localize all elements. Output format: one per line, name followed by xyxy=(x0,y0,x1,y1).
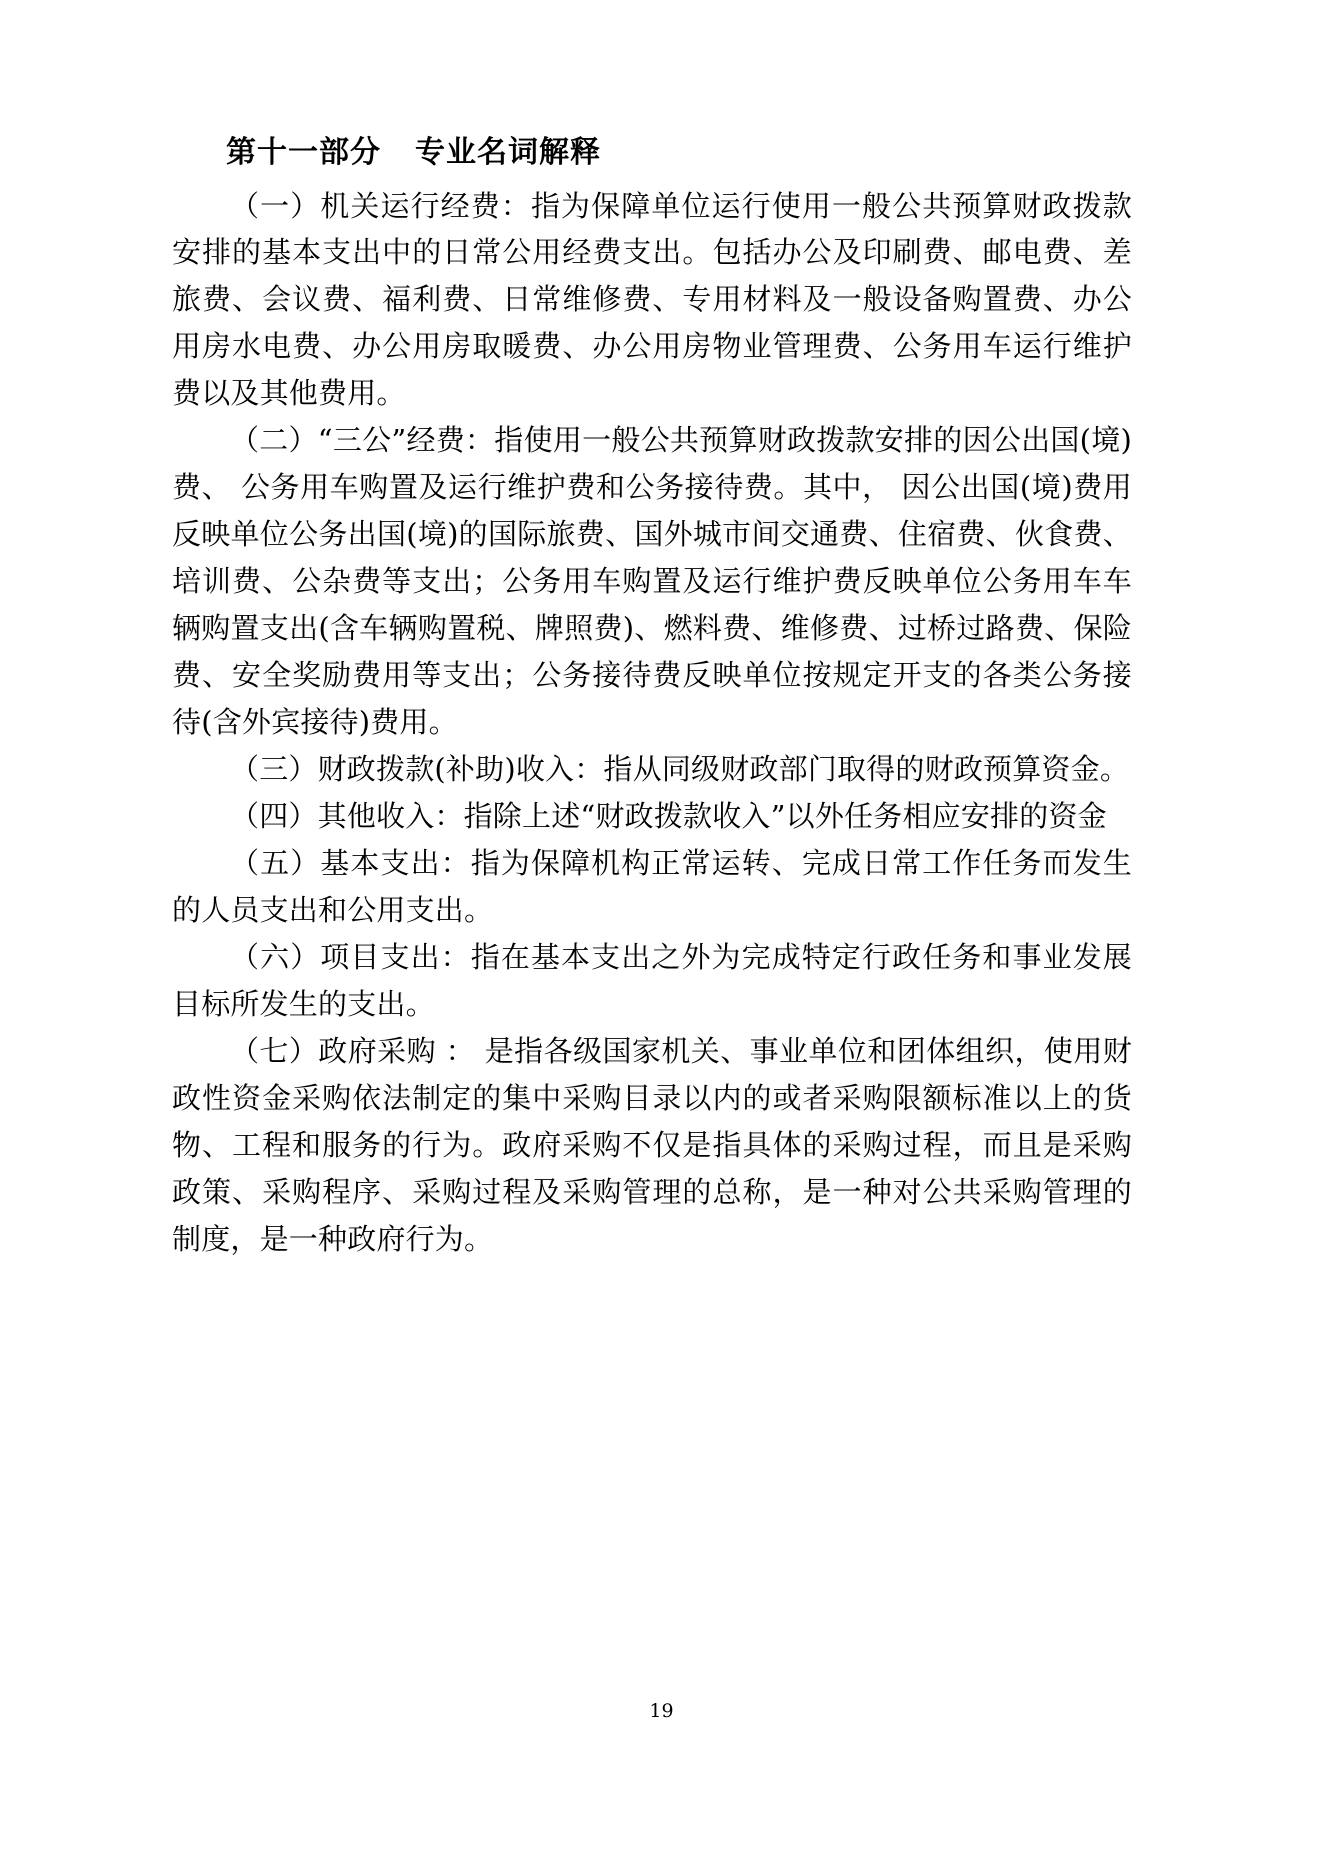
paragraph-3: （三）财政拨款(补助)收入：指从同级财政部门取得的财政预算资金。 xyxy=(230,752,1130,787)
paragraph-2: （二）“三公”经费：指使用一般公共预算财政拨款安排的因公出国(境)费、 公务用车购置及运行维护费和公务接待费。其中， 因公出国(境)费用反映单位公务出国(境)的国际旅费、国外城市间交通费、住宿费、伙食费、培训费、公杂费等支出；公务用车购置及运行维护费反映单位公务用车车辆购置支出(含车辆购置税、牌照费)、燃料费、维修费、过桥过路费、保险费、安全奖励费用等支出；公务接待费反映单位按规定开支的各类公务接待(含外宾接待)费用。 xyxy=(172,423,1132,740)
heading-title-text: 专业名词解释 xyxy=(415,135,601,170)
paragraph-1: （一）机关运行经费：指为保障单位运行使用一般公共预算财政拨款安排的基本支出中的日常公用经费支出。包括办公及印刷费、邮电费、差旅费、会议费、福利费、日常维修费、专用材料及一般设备购置费、办公用房水电费、办公用房取暖费、办公用房物业管理费、公务用车运行维护费以及其他费用。 xyxy=(172,188,1132,411)
document-body xyxy=(172,130,1132,1263)
paragraph-7: （七）政府采购 ： 是指各级国家机关、事业单位和团体组织，使用财政性资金采购依法制定的集中采购目录以内的或者采购限额标准以上的货物、工程和服务的行为。政府采购不仅是指具体的采购过程，而且是采购政策、采购程序、采购过程及采购管理的总称，是一种对公共采购管理的制度，是一种政府行为。 xyxy=(172,1033,1132,1256)
heading-part-label: 第十一部分 xyxy=(226,135,381,170)
page-title xyxy=(172,130,1132,177)
paragraph-5: （五）基本支出：指为保障机构正常运转、完成日常工作任务而发生的人员支出和公用支出。 xyxy=(172,846,1132,928)
paragraph-6: （六）项目支出：指在基本支出之外为完成特定行政任务和事业发展目标所发生的支出。 xyxy=(172,940,1132,1021)
paragraph-4: （四）其他收入：指除上述“财政拨款收入”以外任务相应安排的资金 xyxy=(230,799,1107,834)
page-number: 19 xyxy=(649,1700,674,1722)
